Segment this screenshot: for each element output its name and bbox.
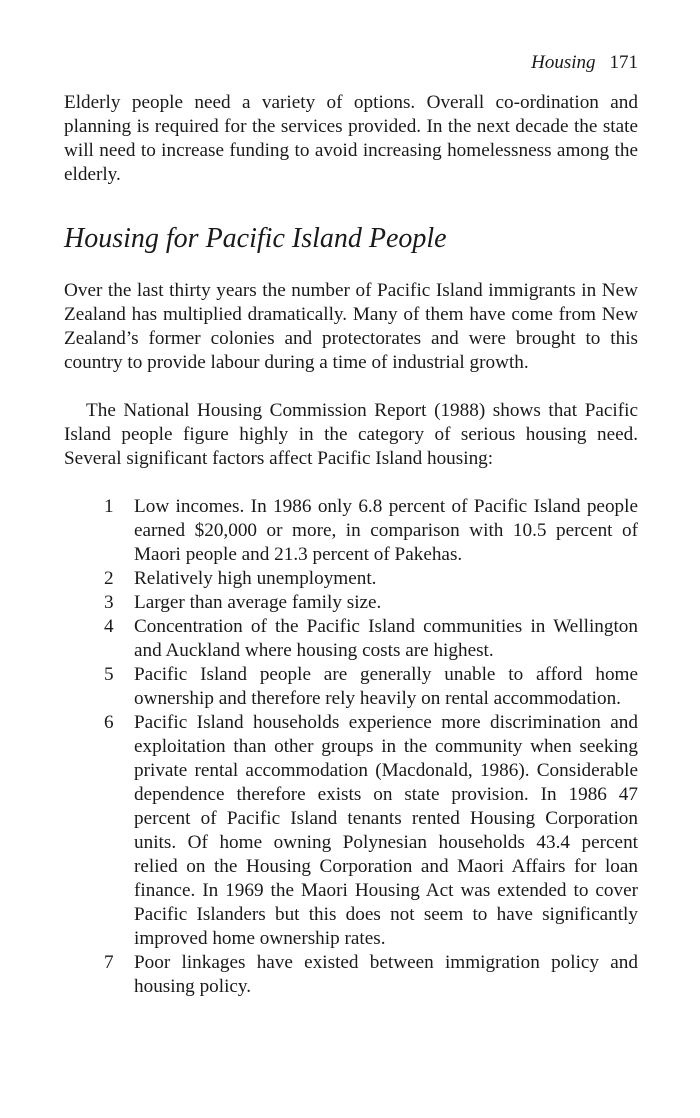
- body-paragraph-1: Over the last thirty years the number of Pacific Island immigrants in New Zealand has multiplied dramatically. Many of them have come from New Zealand’s former colonies and protectorates and were brought to this country to provide labour during a time of industrial growth.: [64, 280, 638, 373]
- body-paragraph-2: The National Housing Commission Report (1988) shows that Pacific Island people figure highly in the category of serious housing need. Several significant factors affect Pacific Island housing:: [64, 400, 638, 469]
- factor-number: 1: [104, 496, 114, 517]
- running-title: Housing: [531, 52, 596, 73]
- factor-text: Pacific Island households experience more discrimination and exploitation than other groups in the community when seeking private rental accommodation (Macdonald, 1986). Considerable dependence therefore exists on state provision. In 1986 47 percent of Pacific Island tenants rented Housing Corporation units. Of home owning Polynesian households 43.4 percent relied on the Housing Corporation and Maori Affairs for loan finance. In 1969 the Maori Housing Act was extended to cover Pacific Islanders but this does not seem to have significantly improved home ownership rates.: [134, 712, 638, 949]
- section-heading: Housing for Pacific Island People: [64, 223, 447, 254]
- factor-number: 4: [104, 616, 114, 637]
- factor-text: Low incomes. In 1986 only 6.8 percent of Pacific Island people earned $20,000 or more, in comparison with 10.5 percent of Maori people and 21.3 percent of Pakehas.: [134, 496, 638, 565]
- factor-item: [64, 495, 638, 567]
- factor-item: [64, 663, 638, 711]
- factor-text: Relatively high unemployment.: [134, 568, 377, 589]
- factor-item: [64, 951, 638, 999]
- factor-item: [64, 591, 638, 615]
- factor-number: 3: [104, 592, 114, 613]
- factor-text: Poor linkages have existed between immigration policy and housing policy.: [134, 952, 638, 997]
- factor-item: [64, 615, 638, 663]
- factor-item: [64, 711, 638, 951]
- factor-number: 7: [104, 952, 114, 973]
- factor-text: Larger than average family size.: [134, 592, 382, 613]
- factor-number: 5: [104, 664, 114, 685]
- factor-text: Pacific Island people are generally unable to afford home ownership and therefore rely heavily on rental accommodation.: [134, 664, 638, 709]
- page-number: 171: [609, 52, 638, 73]
- running-head: [531, 52, 638, 74]
- factor-number: 2: [104, 568, 114, 589]
- factor-number: 6: [104, 712, 114, 733]
- factor-item: [64, 567, 638, 591]
- factor-text: Concentration of the Pacific Island communities in Wellington and Auckland where housing costs are highest.: [134, 616, 638, 661]
- factors-list: [64, 495, 638, 999]
- intro-paragraph: Elderly people need a variety of options. Overall co-ordination and planning is required for the services provided. In the next decade the state will need to increase funding to avoid increasing homelessness among the elderly.: [64, 92, 638, 185]
